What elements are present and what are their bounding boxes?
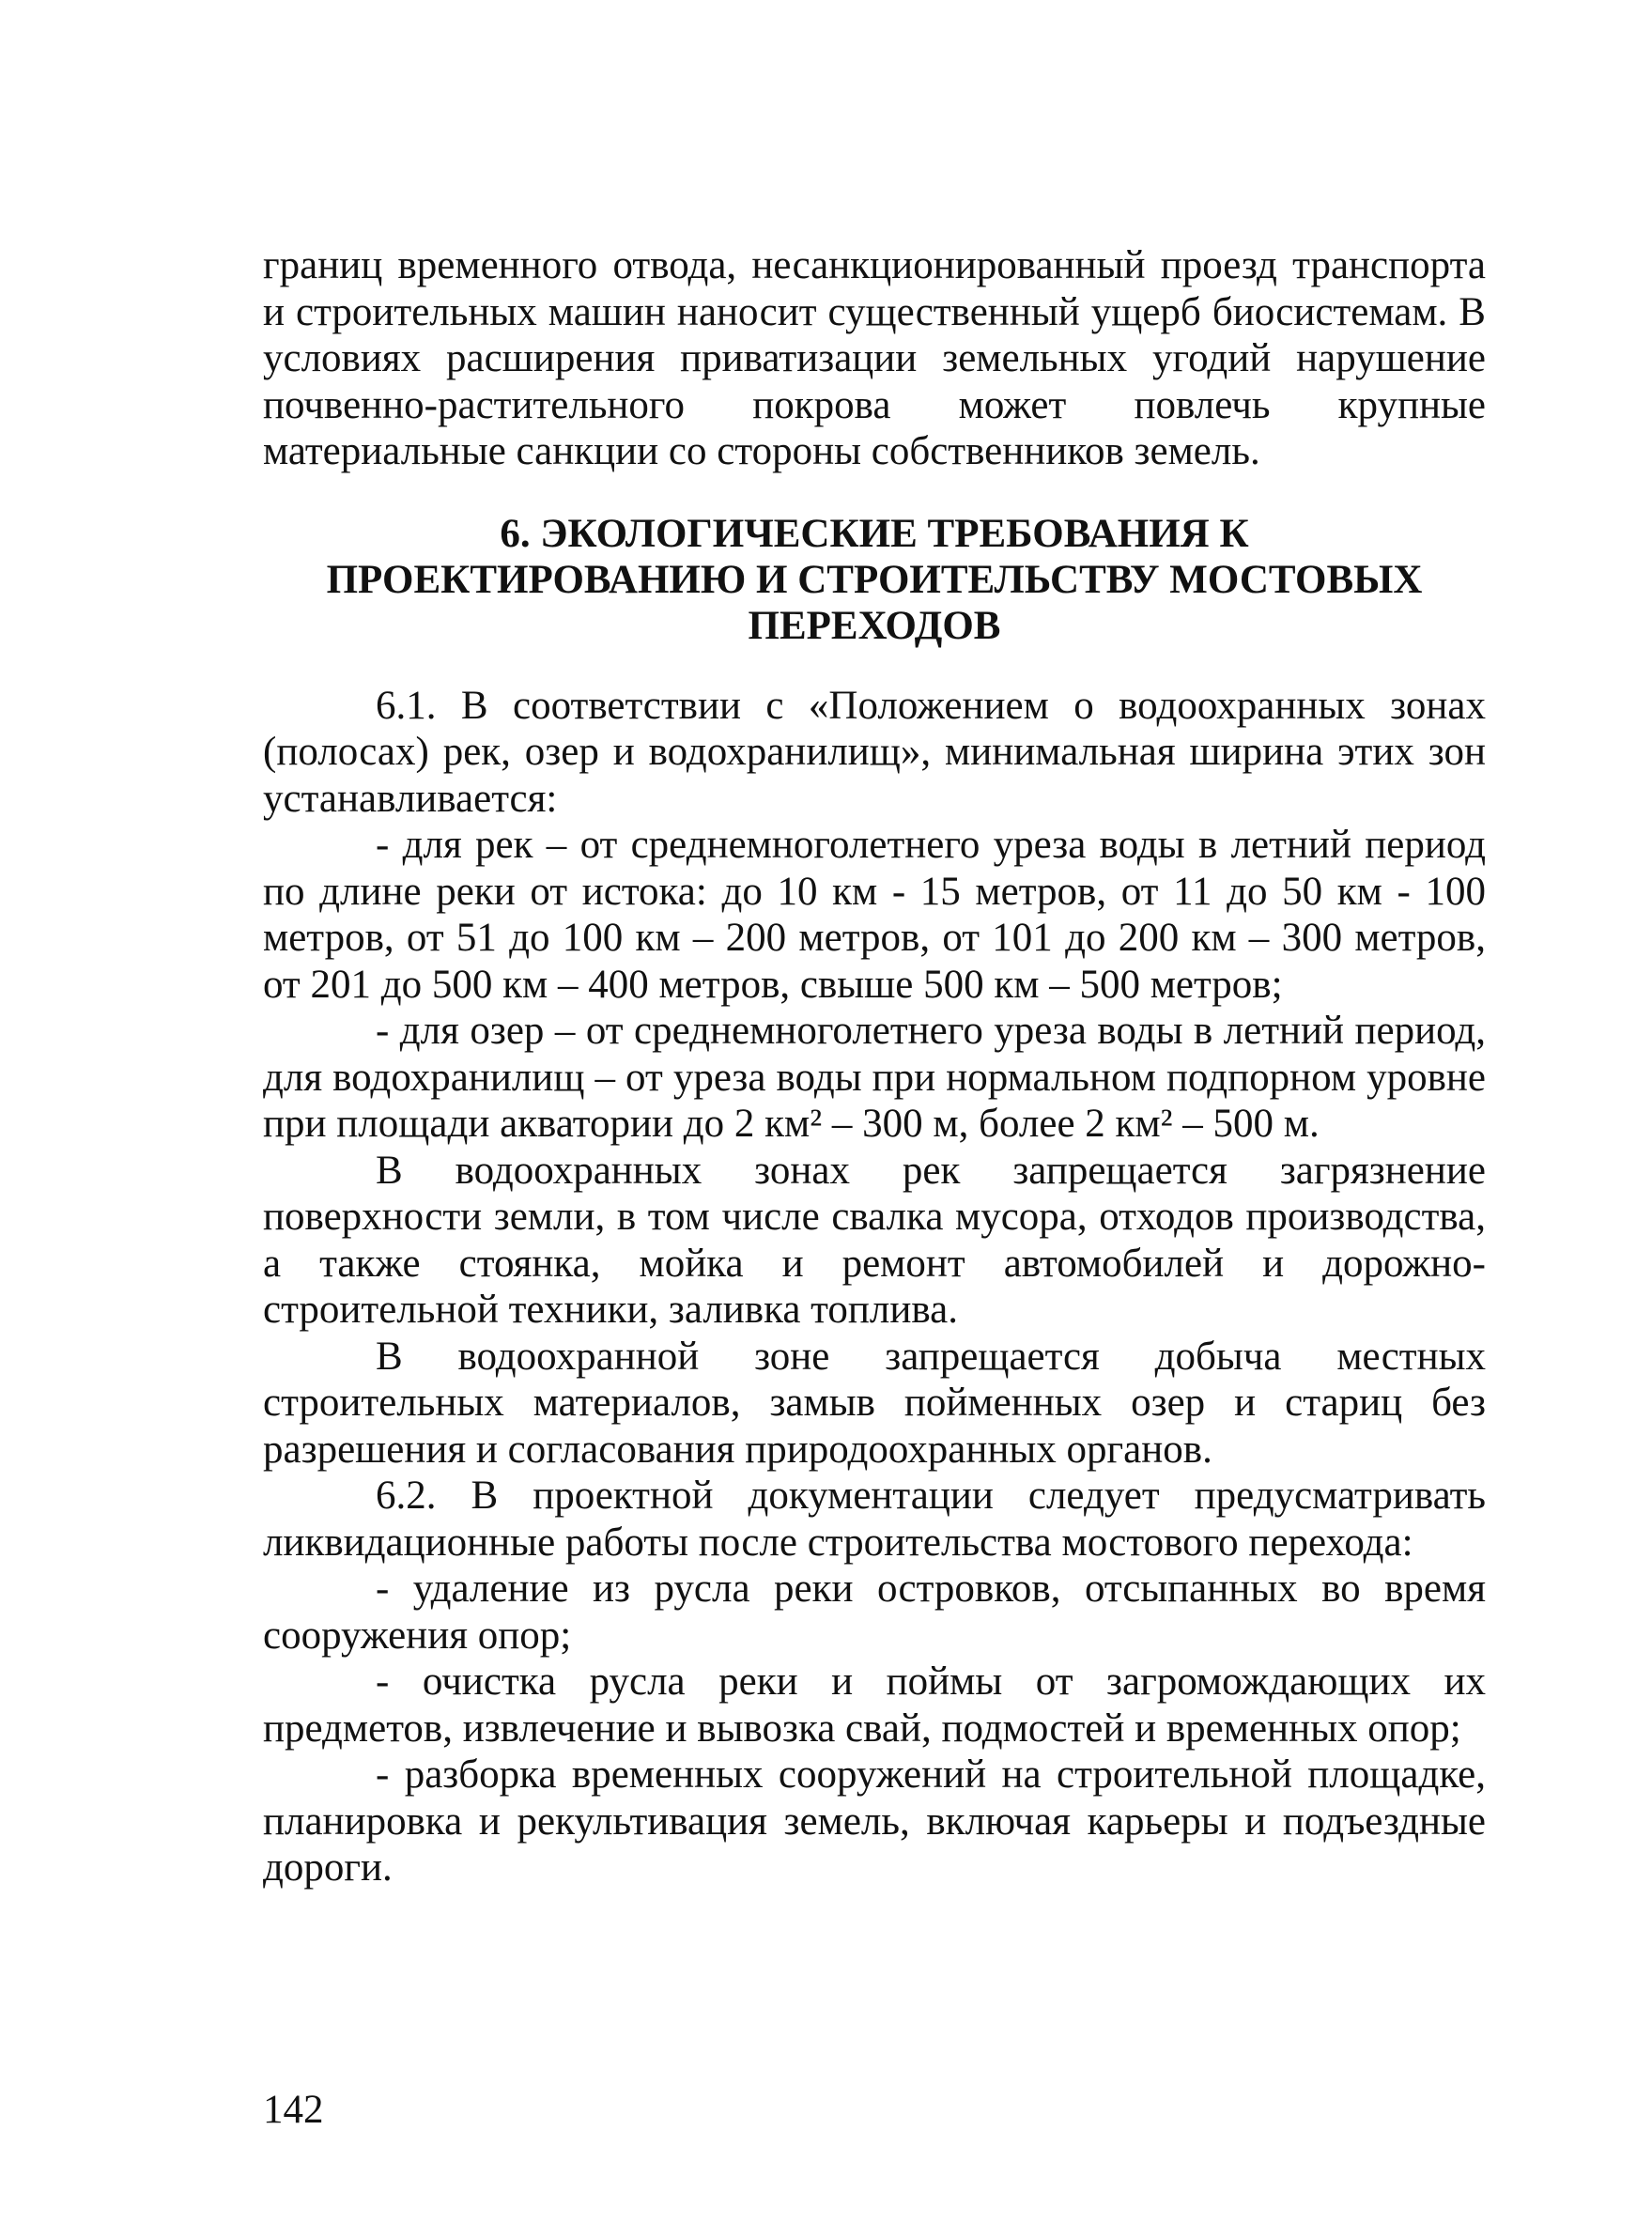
paragraph-river-zone-restrictions: В водоохранных зонах рек запрещается загрязнение поверхности земли, в том числе свалка мусора, отходов производства, а также стоянка, мойка и ремонт автомобилей и дорожно-строительной техники, заливка топлива. bbox=[263, 1148, 1486, 1332]
paragraph-zone-extraction-ban: В водоохранной зоне запрещается добыча местных строительных материалов, замыв пойменных озер и стариц без разрешения и согласования природоохранных органов. bbox=[263, 1334, 1486, 1472]
paragraph-6-1: 6.1. В соответствии с «Положением о водоохранных зонах (полосах) рек, озер и водохранилищ», минимальная ширина этих зон устанавливается: bbox=[263, 683, 1486, 821]
list-item-lakes: - для озер – от среднемноголетнего уреза воды в летний период, для водохранилищ – от уреза воды при нормальном подпорном уровне при площади акватории до 2 км² – 300 м, более 2 км² – 500 м. bbox=[263, 1009, 1486, 1146]
section-heading-line-3: ПЕРЕХОДОВ bbox=[748, 603, 1001, 648]
section-heading-line-1: 6. ЭКОЛОГИЧЕСКИЕ ТРЕБОВАНИЯ К bbox=[500, 511, 1249, 556]
list-item-site-dismantling: - разборка временных сооружений на строительной площадке, планировка и рекультивация земель, включая карьеры и подъездные дороги. bbox=[263, 1752, 1486, 1890]
list-item-riverbed-cleaning: - очистка русла реки и поймы от загромождающих их предметов, извлечение и вывозка свай, подмостей и временных опор; bbox=[263, 1659, 1486, 1751]
section-heading bbox=[263, 511, 1486, 649]
section-heading-line-2: ПРОЕКТИРОВАНИЮ И СТРОИТЕЛЬСТВУ МОСТОВЫХ bbox=[326, 557, 1423, 602]
paragraph-6-2: 6.2. В проектной документации следует предусматривать ликвидационные работы после строительства мостового перехода: bbox=[263, 1474, 1486, 1565]
page-body bbox=[263, 242, 1486, 1891]
page-number: 142 bbox=[263, 2088, 324, 2132]
list-item-islets-removal: - удаление из русла реки островков, отсыпанных во время сооружения опор; bbox=[263, 1567, 1486, 1658]
intro-paragraph: границ временного отвода, несанкционированный проезд транспорта и строительных машин наносит существенный ущерб биосистемам. В условиях расширения приватизации земельных угодий нарушение почвенно-растительного покрова может повлечь крупные материальные санкции со стороны собственников земель. bbox=[263, 243, 1486, 473]
list-item-rivers: - для рек – от среднемноголетнего уреза воды в летний период по длине реки от истока: до 10 км - 15 метров, от 11 до 50 км - 100 метров, от 51 до 100 км – 200 метров, от 101 до 200 км – 300 метров, от 201 до 500 км – 400 метров, свыше 500 км – 500 метров; bbox=[263, 823, 1486, 1007]
